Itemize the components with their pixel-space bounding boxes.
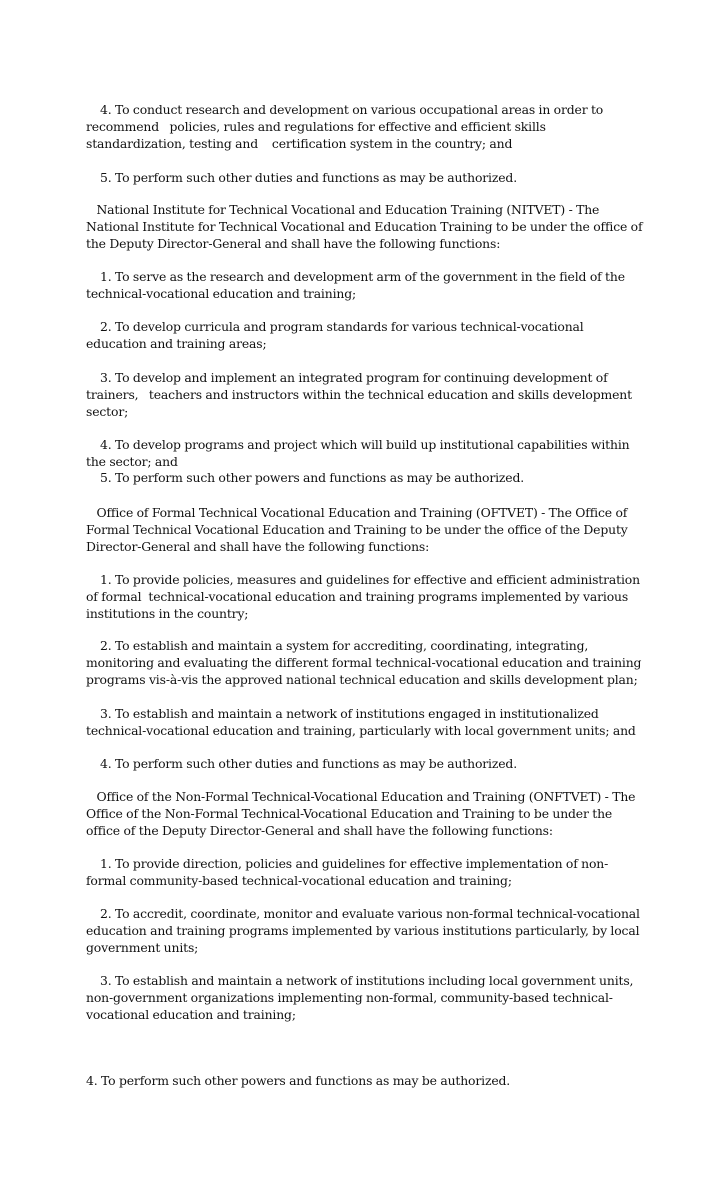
paragraph-oftvet-item-3: 3. To establish and maintain a network of institutions engaged in institutionalized technical-vocational education and training, particularly with local government units; and xyxy=(86,706,636,738)
paragraph-research-occupational-areas: 4. To conduct research and development on various occupational areas in order to recommend policies, rules and regulations for effective and efficient skills standardization, testing and certification system in the country; and xyxy=(86,102,607,151)
paragraph-onftvet-heading: Office of the Non-Formal Technical-Vocational Education and Training (ONFTVET) - The Office of the Non-Formal Technical-Vocational Education and Training to be under the office of the Deputy Director-General and shall have the following functions: xyxy=(86,789,639,838)
paragraph-nitvet-item-5: 5. To perform such other powers and functions as may be authorized. xyxy=(86,470,525,485)
paragraph-oftvet-item-1: 1. To provide policies, measures and guidelines for effective and efficient administration of formal technical-vocational education and training programs implemented by various institutions in the country; xyxy=(86,572,644,621)
paragraph-oftvet-heading: Office of Formal Technical Vocational Education and Training (OFTVET) - The Office of Formal Technical Vocational Education and Training to be under the office of the Deputy Director-General and shall have the following functions: xyxy=(86,505,632,554)
paragraph-nitvet-item-1: 1. To serve as the research and development arm of the government in the field of the technical-vocational education and training; xyxy=(86,269,629,301)
paragraph-oftvet-item-4: 4. To perform such other duties and functions as may be authorized. xyxy=(86,756,517,771)
paragraph-nitvet-item-3: 3. To develop and implement an integrated program for continuing development of trainers, teachers and instructors within the technical education and skills development sector; xyxy=(86,370,636,419)
paragraph-oftvet-item-2: 2. To establish and maintain a system for accrediting, coordinating, integrating, monitoring and evaluating the different formal technical-vocational education and training programs vis-à-vis the approved national technical education and skills development plan; xyxy=(86,638,645,687)
paragraph-onftvet-item-4: 4. To perform such other powers and functions as may be authorized. xyxy=(86,1073,511,1088)
paragraph-nitvet-heading: National Institute for Technical Vocational and Education Training (NITVET) - The National Institute for Technical Vocational and Education Training to be under the office of the Deputy Director-General and shall have the following functions: xyxy=(86,202,646,251)
paragraph-nitvet-item-2: 2. To develop curricula and program standards for various technical-vocational education and training areas; xyxy=(86,319,588,351)
paragraph-onftvet-item-3: 3. To establish and maintain a network of institutions including local government units, non-government organizations implementing non-formal, community-based technical-vocational education and training; xyxy=(86,973,637,1022)
paragraph-nitvet-item-4: 4. To develop programs and project which will build up institutional capabilities within the sector; and xyxy=(86,437,633,469)
paragraph-onftvet-item-2: 2. To accredit, coordinate, monitor and evaluate various non-formal technical-vocational education and training programs implemented by various institutions particularly, by local government units; xyxy=(86,906,644,955)
paragraph-other-duties-1: 5. To perform such other duties and functions as may be authorized. xyxy=(86,170,517,185)
paragraph-onftvet-item-1: 1. To provide direction, policies and guidelines for effective implementation of non-formal community-based technical-vocational education and training; xyxy=(86,856,609,888)
